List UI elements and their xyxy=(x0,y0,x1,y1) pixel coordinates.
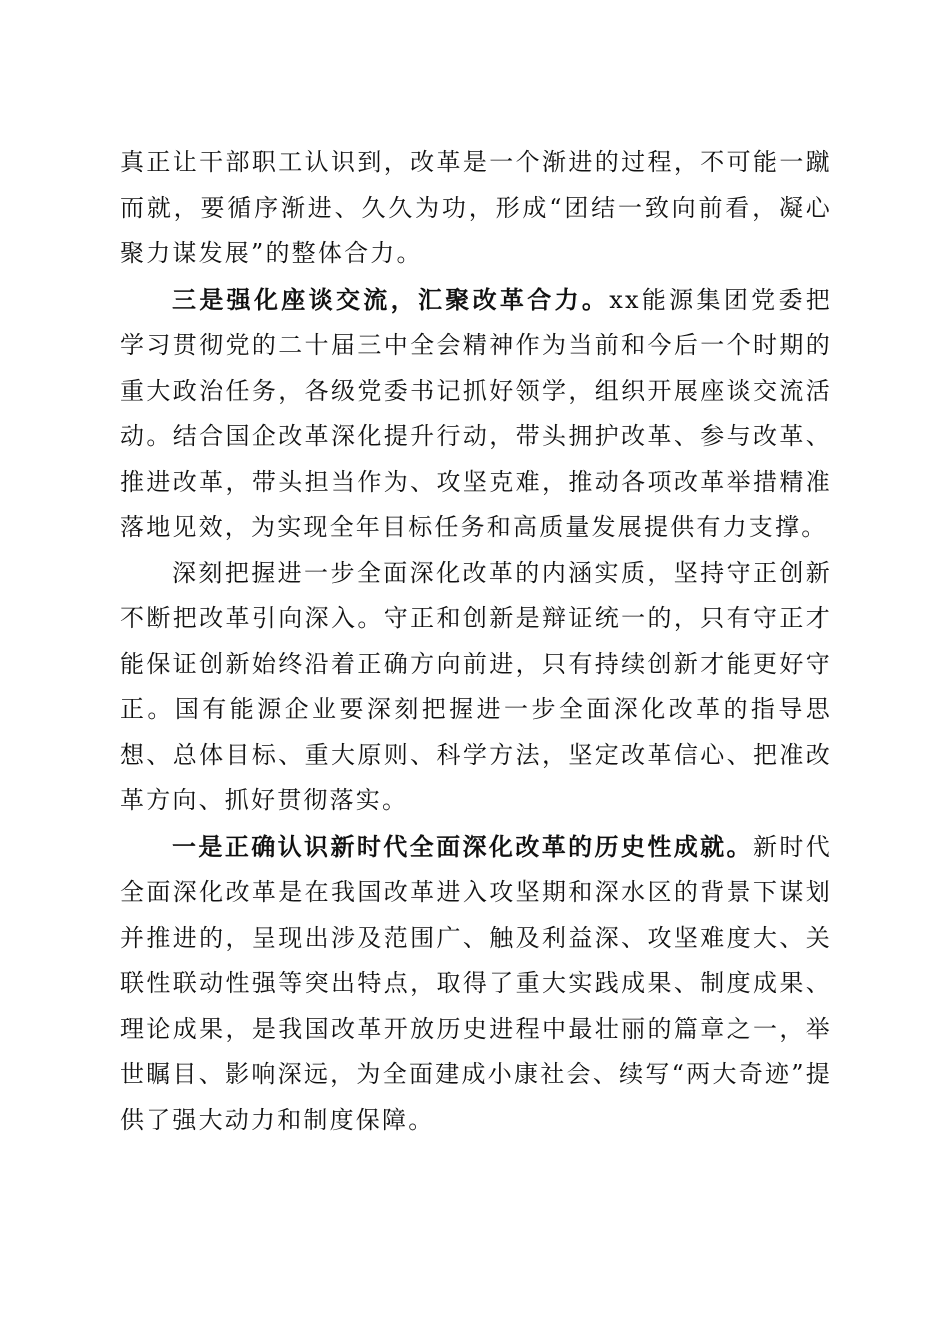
document-body xyxy=(120,140,832,1143)
paragraph-lead-heading: 一是正确认识新时代全面深化改革的历史性成就。 xyxy=(172,831,753,861)
paragraph-text: 真正让干部职工认识到，改革是一个渐进的过程，不可能一蹴而就，要循序渐进、久久为功，形成“团结一致向前看，凝心聚力谋发展”的整体合力。 xyxy=(120,148,832,267)
paragraph-continuation xyxy=(120,140,832,277)
paragraph-grasp-essence xyxy=(120,551,832,824)
paragraph-lead-heading: 三是强化座谈交流，汇聚改革合力。 xyxy=(172,284,610,314)
paragraph-historic-achievements xyxy=(120,824,832,1144)
paragraph-text: xx能源集团党委把学习贯彻党的二十届三中全会精神作为当前和今后一个时期的重大政治任务，各级党委书记抓好领学，组织开展座谈交流活动。结合国企改革深化提升行动，带头拥护改革、参与改革、推进改革，带头担当作为、攻坚克难，推动各项改革举措精准落地见效，为实现全年目标任务和高质量发展提供有力支撑。 xyxy=(120,285,832,541)
paragraph-text: 深刻把握进一步全面深化改革的内涵实质，坚持守正创新不断把改革引向深入。守正和创新是辩证统一的，只有守正才能保证创新始终沿着正确方向前进，只有持续创新才能更好守正。国有能源企业要深刻把握进一步全面深化改革的指导思想、总体目标、重大原则、科学方法，坚定改革信心、把准改革方向、抓好贯彻落实。 xyxy=(120,558,832,814)
paragraph-text: 新时代全面深化改革是在我国改革进入攻坚期和深水区的背景下谋划并推进的，呈现出涉及范围广、触及利益深、攻坚难度大、关联性联动性强等突出特点，取得了重大实践成果、制度成果、理论成果，是我国改革开放历史进程中最壮丽的篇章之一，举世瞩目、影响深远，为全面建成小康社会、续写“两大奇迹”提供了强大动力和制度保障。 xyxy=(120,832,832,1134)
paragraph-strengthen-discussion xyxy=(120,277,832,551)
